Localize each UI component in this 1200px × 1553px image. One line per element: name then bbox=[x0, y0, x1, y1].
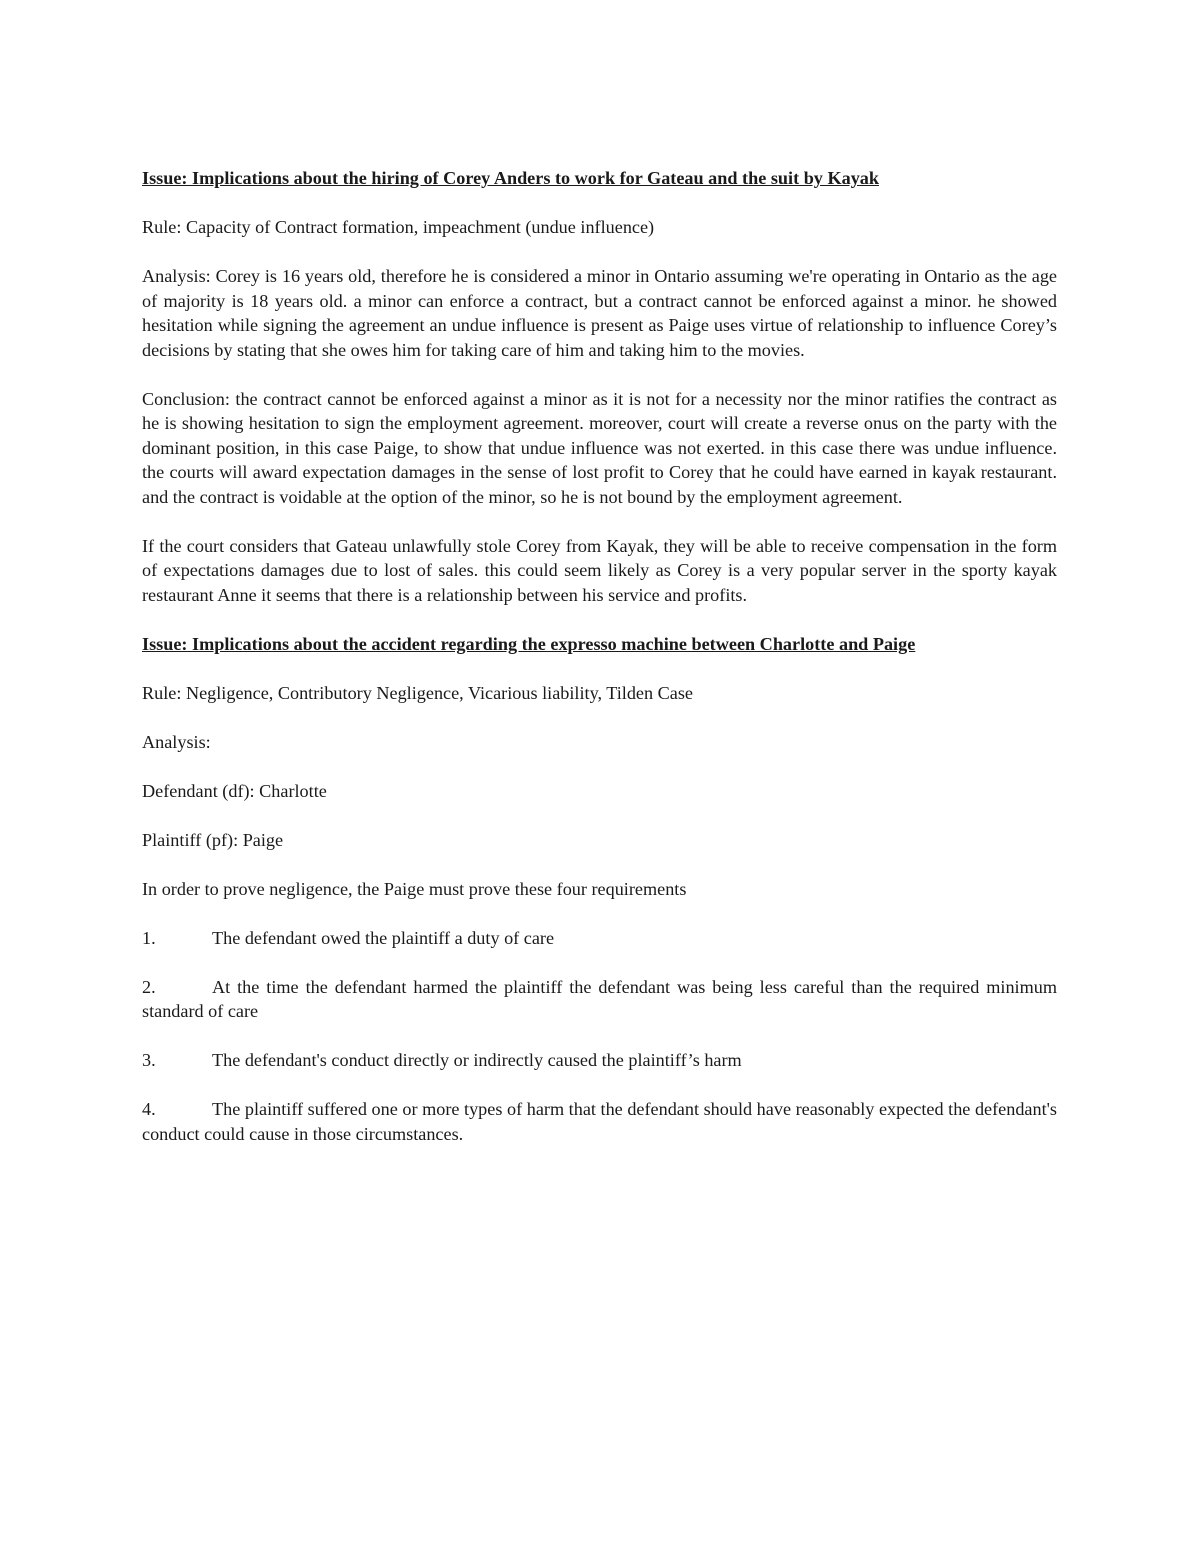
requirement-item-2 bbox=[142, 975, 1057, 1024]
issue-heading-2: Issue: Implications about the accident regarding the expresso machine between Charlotte and Paige bbox=[142, 633, 916, 654]
requirements-intro: In order to prove negligence, the Paige must prove these four requirements bbox=[142, 878, 687, 899]
requirement-number: 2. bbox=[142, 976, 156, 997]
requirement-item-1 bbox=[142, 926, 1057, 951]
rule-paragraph-2: Rule: Negligence, Contributory Negligence, Vicarious liability, Tilden Case bbox=[142, 682, 694, 703]
requirement-text: The plaintiff suffered one or more types of harm that the defendant should have reasonably expected the defendant's conduct could cause in those circumstances. bbox=[142, 1099, 1057, 1144]
compensation-paragraph: If the court considers that Gateau unlawfully stole Corey from Kayak, they will be able to receive compensation in the form of expectations damages due to lost of sales. this could seem likely as Corey is a very popular server in the sporty kayak restaurant Anne it seems that there is a relationship between his service and profits. bbox=[142, 535, 1057, 605]
requirement-text: At the time the defendant harmed the plaintiff the defendant was being less careful than the required minimum standard of care bbox=[142, 976, 1057, 1021]
requirement-number: 4. bbox=[142, 1099, 156, 1119]
conclusion-paragraph: Conclusion: the contract cannot be enforced against a minor as it is not for a necessity nor the minor ratifies the contract as he is showing hesitation to sign the employment agreement. moreover, court will create a reverse onus on the party with the dominant position, in this case Paige, to show that undue influence was not exerted. in this case there was undue influence. the courts will award expectation damages in the sense of lost profit to Corey that he could have earned in kayak restaurant. and the contract is voidable at the option of the minor, so he is not bound by the employment agreement. bbox=[142, 388, 1057, 507]
requirement-number: 1. bbox=[142, 927, 156, 948]
issue-heading-1: Issue: Implications about the hiring of Corey Anders to work for Gateau and the suit by Kayak bbox=[142, 168, 879, 188]
defendant-line: Defendant (df): Charlotte bbox=[142, 780, 327, 801]
analysis-label-2: Analysis: bbox=[142, 731, 211, 752]
requirement-item-4 bbox=[142, 1097, 1057, 1146]
requirement-number: 3. bbox=[142, 1050, 156, 1070]
analysis-paragraph-1: Analysis: Corey is 16 years old, therefore he is considered a minor in Ontario assuming we're operating in Ontario as the age of majority is 18 years old. a minor can enforce a contract, but a contract cannot be enforced against a minor. he showed hesitation while signing the agreement an undue influence is present as Paige uses virtue of relationship to influence Corey’s decisions by stating that she owes him for taking care of him and taking him to the movies. bbox=[142, 266, 1057, 360]
plaintiff-line: Plaintiff (pf): Paige bbox=[142, 829, 284, 850]
requirement-item-3 bbox=[142, 1048, 1057, 1073]
rule-paragraph-1: Rule: Capacity of Contract formation, impeachment (undue influence) bbox=[142, 217, 655, 237]
document-page bbox=[142, 166, 1057, 1171]
requirement-text: The defendant's conduct directly or indirectly caused the plaintiff’s harm bbox=[212, 1050, 742, 1070]
requirement-text: The defendant owed the plaintiff a duty of care bbox=[212, 927, 555, 948]
